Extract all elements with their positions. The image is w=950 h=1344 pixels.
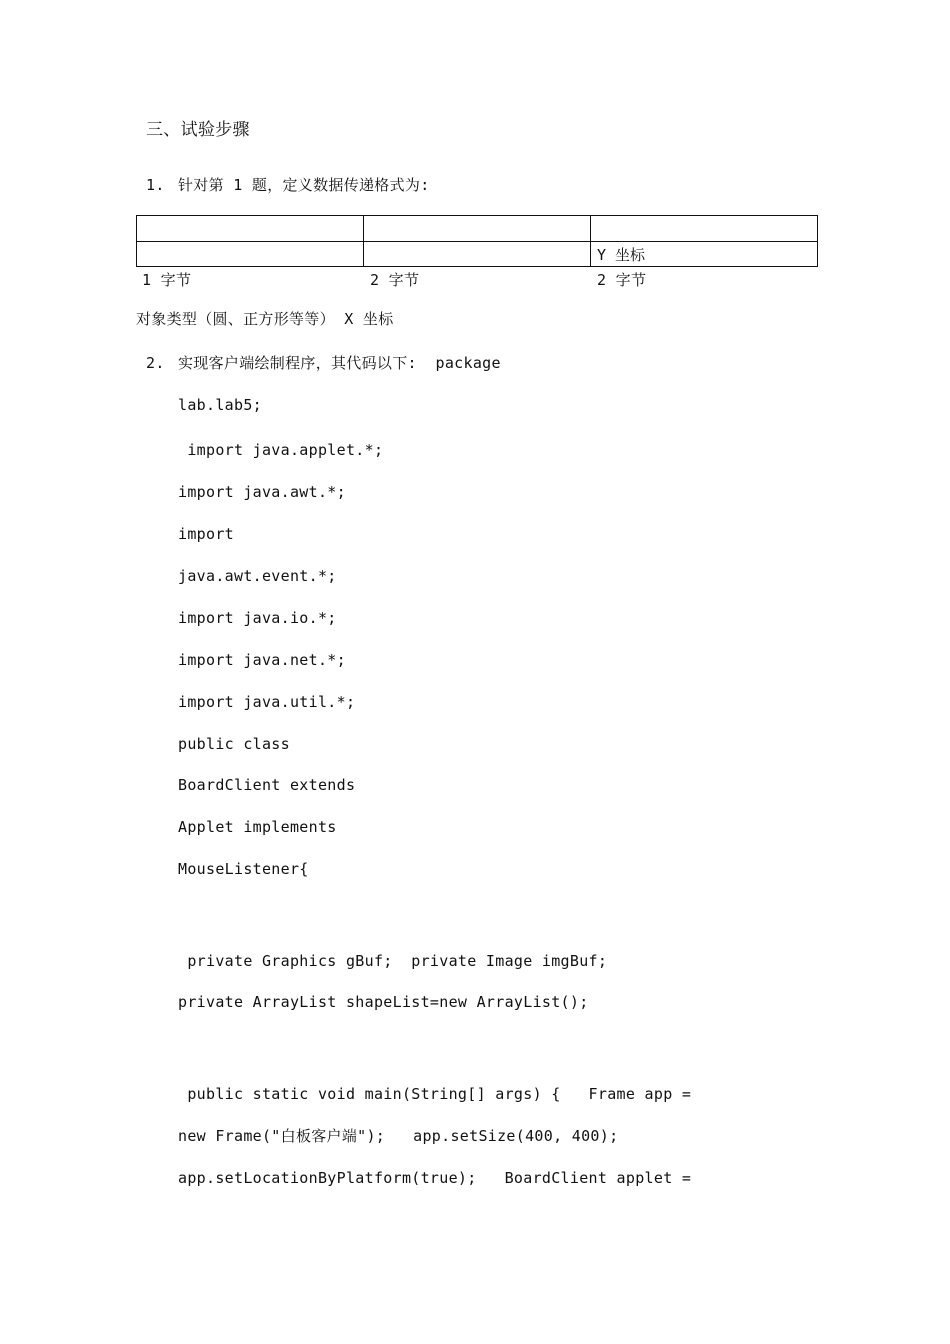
code-line: BoardClient extends xyxy=(178,776,356,794)
step-2-text: 实现客户端绘制程序，其代码以下: package xyxy=(178,354,501,372)
code-line: import java.io.*; xyxy=(178,609,337,627)
size-label-type: 1 字节 xyxy=(142,271,192,289)
code-line: private Graphics gBuf; private Image imgBuf; xyxy=(178,952,608,970)
table-cell xyxy=(137,216,364,242)
step-1-text: 针对第 1 题，定义数据传递格式为: xyxy=(178,176,430,194)
code-line: MouseListener{ xyxy=(178,860,309,878)
data-format-table xyxy=(136,215,818,267)
code-line: app.setLocationByPlatform(true); BoardClient applet = xyxy=(178,1169,692,1187)
code-line: public static void main(String[] args) { Frame app = xyxy=(178,1085,692,1103)
code-line: java.awt.event.*; xyxy=(178,567,337,585)
code-line: import java.util.*; xyxy=(178,693,356,711)
section-heading: 三、试验步骤 xyxy=(146,120,250,140)
code-line: lab.lab5; xyxy=(178,396,262,414)
table-row xyxy=(137,216,818,242)
size-label-y: 2 字节 xyxy=(597,271,647,289)
table-cell xyxy=(364,216,591,242)
step-2-number: 2. xyxy=(146,354,165,372)
table-row xyxy=(137,241,818,267)
code-line: Applet implements xyxy=(178,818,337,836)
size-label-x: 2 字节 xyxy=(370,271,420,289)
step-1-number: 1. xyxy=(146,176,165,194)
table-cell-y-coordinate: Y 坐标 xyxy=(591,241,818,267)
code-line: import xyxy=(178,525,234,543)
table-cell xyxy=(364,241,591,267)
code-line: new Frame("白板客户端"); app.setSize(400, 400); xyxy=(178,1127,619,1145)
table-cell xyxy=(137,241,364,267)
code-line: import java.awt.*; xyxy=(178,483,346,501)
table-cell xyxy=(591,216,818,242)
code-line: private ArrayList shapeList=new ArrayList(); xyxy=(178,993,589,1011)
code-line: import java.net.*; xyxy=(178,651,346,669)
code-line: import java.applet.*; xyxy=(178,441,384,459)
code-line: public class xyxy=(178,735,290,753)
fields-caption: 对象类型（圆、正方形等等） X 坐标 xyxy=(136,310,394,328)
